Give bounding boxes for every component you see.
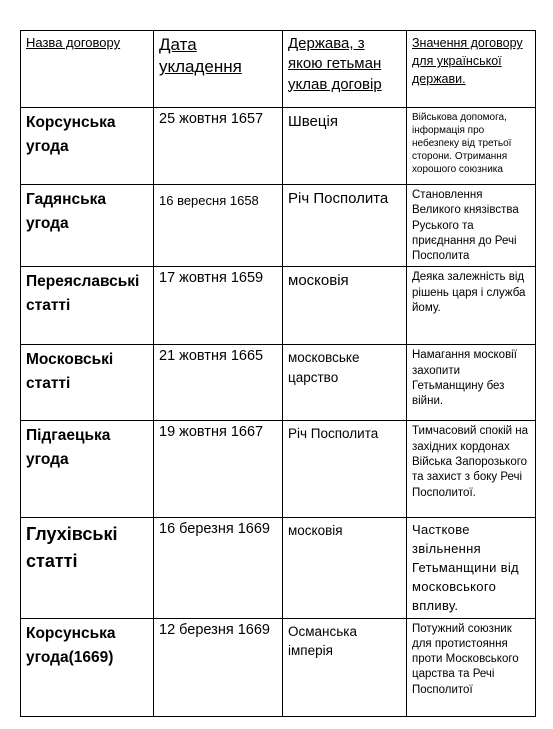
- treaty-name: Корсунська угода: [26, 114, 116, 156]
- cell-state: [283, 185, 407, 267]
- cell-date: [154, 518, 283, 618]
- treaty-significance: Військова допомога, інформація про небезпеку від третьої сторони. Отримання хорошого союзника: [412, 112, 512, 175]
- header-state: Держава, з якою гетьман уклав договір: [288, 35, 382, 93]
- cell-name: [21, 618, 154, 716]
- treaty-significance: Тимчасовий спокій на західних кордонах Війська Запорозького та захист з боку Речі Посполитої.: [412, 425, 528, 499]
- table-row: [21, 421, 536, 518]
- header-significance: Значення договору для української держави.: [412, 36, 523, 86]
- cell-date: [154, 345, 283, 421]
- treaty-significance: Деяка залежність від рішень царя і служба йому.: [412, 271, 526, 314]
- treaty-state: Швеція: [288, 113, 338, 130]
- cell-significance: [407, 108, 536, 185]
- treaty-significance: Намагання московії захопити Гетьманщину без війни.: [412, 349, 517, 408]
- cell-state: [283, 421, 407, 518]
- header-date: Дата укладення: [159, 35, 242, 77]
- table-row: [21, 345, 536, 421]
- cell-state: [283, 518, 407, 618]
- treaty-date: 19 жовтня 1667: [159, 424, 264, 441]
- header-cell-name: [21, 31, 154, 108]
- treaty-name: Гадянська угода: [26, 191, 106, 233]
- treaty-date: 17 жовтня 1659: [159, 270, 264, 287]
- table-row: [21, 618, 536, 716]
- cell-significance: [407, 518, 536, 618]
- treaty-name: Московські статті: [26, 351, 114, 393]
- cell-significance: [407, 267, 536, 345]
- table-row: [21, 108, 536, 185]
- table-row: [21, 185, 536, 267]
- cell-state: [283, 267, 407, 345]
- cell-date: [154, 618, 283, 716]
- cell-name: [21, 185, 154, 267]
- treaty-date: 16 березня 1669: [159, 521, 270, 538]
- cell-name: [21, 267, 154, 345]
- cell-state: [283, 108, 407, 185]
- cell-significance: [407, 185, 536, 267]
- cell-name: [21, 518, 154, 618]
- treaty-state: Річ Посполита: [288, 190, 389, 207]
- header-cell-date: [154, 31, 283, 108]
- cell-state: [283, 345, 407, 421]
- treaty-state: Османська імперія: [288, 623, 357, 659]
- header-row: [21, 31, 536, 108]
- treaties-table: [20, 30, 536, 717]
- cell-state: [283, 618, 407, 716]
- treaty-date: 25 жовтня 1657: [159, 111, 264, 127]
- cell-name: [21, 108, 154, 185]
- treaty-state: московія: [288, 523, 343, 539]
- treaty-date: 16 вересня 1658: [159, 193, 259, 208]
- header-cell-significance: [407, 31, 536, 108]
- treaty-state: московське царство: [288, 350, 360, 385]
- header-name: Назва договору: [26, 35, 121, 50]
- header-cell-state: [283, 31, 407, 108]
- treaty-name: Глухівські статті: [26, 524, 118, 571]
- table-row: [21, 267, 536, 345]
- cell-name: [21, 421, 154, 518]
- treaty-name: Переяславські статті: [26, 273, 140, 315]
- cell-significance: [407, 618, 536, 716]
- cell-name: [21, 345, 154, 421]
- treaty-name: Підгаецька угода: [26, 427, 111, 469]
- treaty-state: Річ Посполита: [288, 426, 379, 442]
- cell-significance: [407, 421, 536, 518]
- table-row: [21, 518, 536, 618]
- cell-date: [154, 421, 283, 518]
- treaty-date: 12 березня 1669: [159, 621, 270, 638]
- cell-date: [154, 185, 283, 267]
- treaty-state: московія: [288, 272, 349, 290]
- treaty-significance: Становлення Великого князівства Руського та приєднання до Речі Посполита: [412, 189, 519, 263]
- treaty-name: Корсунська угода(1669): [26, 624, 116, 666]
- cell-date: [154, 267, 283, 345]
- cell-date: [154, 108, 283, 185]
- treaty-significance: Потужний союзник для протистояння проти Московського царства та Речі Посполитої: [412, 622, 519, 696]
- treaty-significance: Часткове звільнення Гетьманщини від московського впливу.: [412, 522, 519, 613]
- treaty-date: 21 жовтня 1665: [159, 348, 264, 365]
- cell-significance: [407, 345, 536, 421]
